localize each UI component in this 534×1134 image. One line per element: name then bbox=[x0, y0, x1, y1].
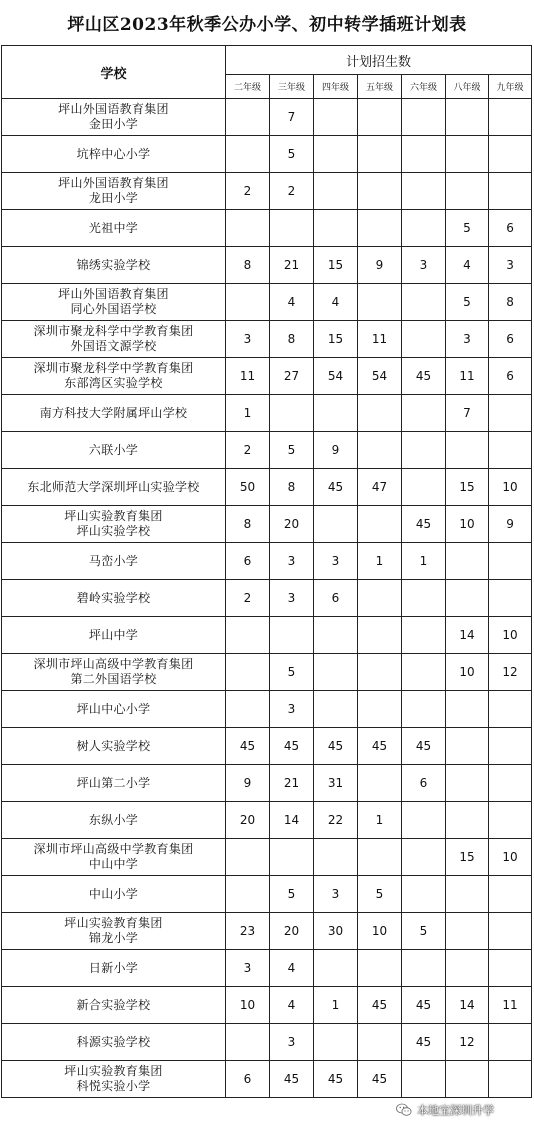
quota-cell bbox=[226, 617, 270, 654]
school-name-line: 同心外国语学校 bbox=[70, 302, 157, 316]
quota-cell bbox=[314, 99, 358, 136]
quota-cell bbox=[446, 876, 489, 913]
school-name-line: 六联小学 bbox=[88, 442, 139, 457]
quota-cell bbox=[226, 691, 270, 728]
table-row bbox=[2, 617, 532, 654]
table-row bbox=[2, 210, 532, 247]
quota-cell bbox=[226, 210, 270, 247]
quota-cell: 11 bbox=[446, 358, 489, 395]
quota-cell bbox=[489, 1024, 532, 1061]
quota-cell bbox=[402, 432, 446, 469]
school-name-cell bbox=[2, 876, 226, 913]
quota-cell: 3 bbox=[489, 247, 532, 284]
quota-cell bbox=[358, 765, 402, 802]
school-name-line: 金田小学 bbox=[88, 117, 139, 131]
quota-cell bbox=[358, 617, 402, 654]
table-row bbox=[2, 358, 532, 395]
quota-cell: 47 bbox=[358, 469, 402, 506]
quota-cell bbox=[314, 691, 358, 728]
quota-cell bbox=[446, 1061, 489, 1098]
school-name-line: 龙田小学 bbox=[88, 191, 139, 205]
quota-cell: 31 bbox=[314, 765, 358, 802]
quota-cell: 20 bbox=[270, 913, 314, 950]
quota-cell: 15 bbox=[446, 469, 489, 506]
quota-cell: 5 bbox=[270, 654, 314, 691]
quota-cell: 5 bbox=[402, 913, 446, 950]
school-name-cell bbox=[2, 358, 226, 395]
table-row bbox=[2, 1024, 532, 1061]
quota-cell bbox=[358, 950, 402, 987]
quota-cell bbox=[270, 210, 314, 247]
school-name-cell bbox=[2, 284, 226, 321]
quota-cell: 9 bbox=[358, 247, 402, 284]
table-row bbox=[2, 654, 532, 691]
table-row bbox=[2, 136, 532, 173]
quota-cell bbox=[314, 617, 358, 654]
table-row bbox=[2, 1061, 532, 1098]
school-name-cell bbox=[2, 728, 226, 765]
quota-cell: 3 bbox=[270, 580, 314, 617]
school-name-line: 坪山外国语教育集团 bbox=[58, 102, 169, 116]
school-name-cell bbox=[2, 321, 226, 358]
quota-cell: 6 bbox=[314, 580, 358, 617]
quota-cell bbox=[489, 136, 532, 173]
quota-cell: 8 bbox=[489, 284, 532, 321]
quota-cell: 4 bbox=[270, 987, 314, 1024]
school-name-cell bbox=[2, 543, 226, 580]
table-row bbox=[2, 284, 532, 321]
quota-cell: 1 bbox=[226, 395, 270, 432]
quota-cell: 21 bbox=[270, 765, 314, 802]
quota-cell: 7 bbox=[446, 395, 489, 432]
watermark-text: 本地宝深圳升学 bbox=[417, 1104, 494, 1117]
quota-cell: 45 bbox=[402, 506, 446, 543]
table-row bbox=[2, 765, 532, 802]
quota-cell: 15 bbox=[314, 247, 358, 284]
quota-cell bbox=[402, 99, 446, 136]
school-name-line: 外国语文源学校 bbox=[70, 339, 157, 353]
quota-cell: 14 bbox=[270, 802, 314, 839]
quota-cell bbox=[489, 691, 532, 728]
quota-cell bbox=[402, 580, 446, 617]
school-name-cell bbox=[2, 654, 226, 691]
grade-header: 四年级 bbox=[314, 75, 358, 99]
quota-cell: 6 bbox=[226, 1061, 270, 1098]
school-name-line: 坪山第二小学 bbox=[76, 775, 151, 790]
school-name-cell bbox=[2, 765, 226, 802]
quota-cell bbox=[489, 950, 532, 987]
table-row bbox=[2, 506, 532, 543]
quota-cell: 45 bbox=[402, 1024, 446, 1061]
quota-cell: 10 bbox=[358, 913, 402, 950]
quota-cell bbox=[446, 543, 489, 580]
quota-cell: 14 bbox=[446, 987, 489, 1024]
quota-cell: 2 bbox=[270, 173, 314, 210]
quota-cell: 10 bbox=[226, 987, 270, 1024]
quota-cell: 8 bbox=[226, 247, 270, 284]
quota-cell: 50 bbox=[226, 469, 270, 506]
school-name-line: 中山小学 bbox=[88, 886, 139, 901]
quota-cell: 12 bbox=[489, 654, 532, 691]
quota-cell: 3 bbox=[402, 247, 446, 284]
quota-cell bbox=[446, 691, 489, 728]
quota-cell: 21 bbox=[270, 247, 314, 284]
quota-cell bbox=[358, 284, 402, 321]
quota-cell: 9 bbox=[314, 432, 358, 469]
quota-cell bbox=[489, 802, 532, 839]
quota-cell: 6 bbox=[489, 321, 532, 358]
quota-cell bbox=[446, 802, 489, 839]
quota-cell bbox=[446, 913, 489, 950]
table-row bbox=[2, 913, 532, 950]
quota-cell: 5 bbox=[270, 432, 314, 469]
school-name-cell bbox=[2, 395, 226, 432]
quota-cell bbox=[314, 506, 358, 543]
quota-cell: 15 bbox=[314, 321, 358, 358]
quota-cell: 5 bbox=[358, 876, 402, 913]
quota-cell bbox=[358, 432, 402, 469]
quota-cell: 10 bbox=[489, 469, 532, 506]
quota-cell bbox=[446, 99, 489, 136]
school-name-cell bbox=[2, 247, 226, 284]
quota-cell: 1 bbox=[358, 543, 402, 580]
school-name-line: 坑梓中心小学 bbox=[76, 146, 151, 161]
quota-cell: 11 bbox=[489, 987, 532, 1024]
quota-cell: 10 bbox=[489, 617, 532, 654]
quota-cell bbox=[402, 839, 446, 876]
school-name-line: 坪山中心小学 bbox=[76, 701, 151, 716]
quota-cell bbox=[489, 1061, 532, 1098]
quota-cell: 15 bbox=[446, 839, 489, 876]
grade-header: 九年级 bbox=[489, 75, 532, 99]
quota-cell: 45 bbox=[270, 1061, 314, 1098]
quota-cell bbox=[489, 173, 532, 210]
school-name-line: 东纵小学 bbox=[88, 812, 139, 827]
school-name-cell bbox=[2, 210, 226, 247]
quota-cell bbox=[358, 99, 402, 136]
quota-cell: 2 bbox=[226, 580, 270, 617]
quota-cell: 6 bbox=[402, 765, 446, 802]
quota-cell: 6 bbox=[489, 210, 532, 247]
quota-cell bbox=[358, 1024, 402, 1061]
school-name-line: 坪山实验教育集团 bbox=[64, 509, 163, 523]
quota-cell: 10 bbox=[446, 506, 489, 543]
school-name-cell bbox=[2, 987, 226, 1024]
quota-cell: 14 bbox=[446, 617, 489, 654]
quota-cell bbox=[402, 802, 446, 839]
quota-cell bbox=[402, 654, 446, 691]
grade-header: 三年级 bbox=[270, 75, 314, 99]
school-name-cell bbox=[2, 99, 226, 136]
quota-cell bbox=[226, 654, 270, 691]
quota-cell bbox=[489, 728, 532, 765]
table-row bbox=[2, 432, 532, 469]
school-column-header: 学校 bbox=[2, 46, 226, 99]
school-name-line: 坪山中学 bbox=[88, 627, 139, 642]
table-row bbox=[2, 543, 532, 580]
quota-cell bbox=[402, 210, 446, 247]
quota-cell: 3 bbox=[446, 321, 489, 358]
quota-cell bbox=[402, 284, 446, 321]
quota-cell bbox=[402, 950, 446, 987]
school-name-line: 深圳市坪山高级中学教育集团 bbox=[33, 842, 194, 856]
quota-cell bbox=[402, 691, 446, 728]
quota-cell: 3 bbox=[226, 950, 270, 987]
quota-cell bbox=[226, 99, 270, 136]
school-name-cell bbox=[2, 617, 226, 654]
table-row bbox=[2, 950, 532, 987]
quota-cell bbox=[226, 839, 270, 876]
quota-cell: 27 bbox=[270, 358, 314, 395]
school-name-cell bbox=[2, 839, 226, 876]
quota-cell bbox=[358, 654, 402, 691]
school-name-line: 第二外国语学校 bbox=[70, 672, 157, 686]
quota-cell bbox=[270, 395, 314, 432]
school-name-cell bbox=[2, 173, 226, 210]
school-name-line: 南方科技大学附属坪山学校 bbox=[39, 405, 188, 420]
table-row bbox=[2, 99, 532, 136]
table-row bbox=[2, 728, 532, 765]
quota-cell: 54 bbox=[358, 358, 402, 395]
grade-header: 二年级 bbox=[226, 75, 270, 99]
quota-cell: 3 bbox=[314, 876, 358, 913]
quota-cell: 3 bbox=[226, 321, 270, 358]
quota-cell bbox=[358, 839, 402, 876]
school-name-cell bbox=[2, 802, 226, 839]
school-name-cell bbox=[2, 580, 226, 617]
quota-cell: 2 bbox=[226, 173, 270, 210]
quota-cell: 45 bbox=[314, 728, 358, 765]
quota-cell: 8 bbox=[270, 321, 314, 358]
school-name-line: 科源实验学校 bbox=[76, 1034, 151, 1049]
table-row bbox=[2, 987, 532, 1024]
quota-cell: 20 bbox=[226, 802, 270, 839]
quota-cell: 4 bbox=[314, 284, 358, 321]
transfer-plan-table bbox=[1, 45, 532, 1098]
quota-cell bbox=[402, 395, 446, 432]
quota-cell bbox=[489, 432, 532, 469]
quota-cell bbox=[314, 950, 358, 987]
quota-cell: 11 bbox=[226, 358, 270, 395]
quota-cell: 5 bbox=[446, 284, 489, 321]
quota-cell: 4 bbox=[446, 247, 489, 284]
quota-cell: 22 bbox=[314, 802, 358, 839]
table-row bbox=[2, 580, 532, 617]
quota-cell: 5 bbox=[270, 876, 314, 913]
school-name-line: 深圳市聚龙科学中学教育集团 bbox=[33, 324, 194, 338]
grade-header: 五年级 bbox=[358, 75, 402, 99]
quota-cell: 7 bbox=[270, 99, 314, 136]
quota-cell: 45 bbox=[402, 728, 446, 765]
plan-column-header: 计划招生数 bbox=[226, 46, 532, 75]
quota-cell bbox=[402, 173, 446, 210]
school-name-line: 日新小学 bbox=[88, 960, 139, 975]
school-name-line: 马峦小学 bbox=[88, 553, 139, 568]
quota-cell bbox=[446, 432, 489, 469]
quota-cell: 1 bbox=[358, 802, 402, 839]
table-row bbox=[2, 321, 532, 358]
quota-cell bbox=[358, 691, 402, 728]
quota-cell bbox=[402, 1061, 446, 1098]
quota-cell: 3 bbox=[270, 1024, 314, 1061]
quota-cell bbox=[270, 617, 314, 654]
quota-cell bbox=[314, 210, 358, 247]
quota-cell: 3 bbox=[270, 691, 314, 728]
quota-cell: 8 bbox=[226, 506, 270, 543]
school-name-line: 中山中学 bbox=[88, 857, 139, 871]
quota-cell bbox=[446, 173, 489, 210]
quota-cell: 9 bbox=[489, 506, 532, 543]
quota-cell bbox=[446, 765, 489, 802]
table-row bbox=[2, 876, 532, 913]
quota-cell: 10 bbox=[446, 654, 489, 691]
school-name-line: 锦绣实验学校 bbox=[76, 257, 151, 272]
table-body bbox=[2, 99, 532, 1098]
table-row bbox=[2, 802, 532, 839]
quota-cell: 6 bbox=[489, 358, 532, 395]
quota-cell bbox=[226, 136, 270, 173]
wechat-icon bbox=[396, 1103, 412, 1117]
quota-cell: 20 bbox=[270, 506, 314, 543]
quota-cell bbox=[314, 1024, 358, 1061]
school-name-line: 坪山外国语教育集团 bbox=[58, 176, 169, 190]
quota-cell bbox=[314, 395, 358, 432]
quota-cell: 45 bbox=[226, 728, 270, 765]
quota-cell bbox=[358, 580, 402, 617]
table-row bbox=[2, 839, 532, 876]
quota-cell bbox=[358, 210, 402, 247]
school-name-line: 光祖中学 bbox=[88, 220, 139, 235]
quota-cell bbox=[226, 876, 270, 913]
quota-cell bbox=[226, 1024, 270, 1061]
school-name-line: 新合实验学校 bbox=[76, 997, 151, 1012]
quota-cell bbox=[358, 506, 402, 543]
quota-cell bbox=[446, 728, 489, 765]
page-title: 坪山区2023年秋季公办小学、初中转学插班计划表 bbox=[67, 14, 467, 35]
quota-cell: 45 bbox=[358, 728, 402, 765]
table-row bbox=[2, 691, 532, 728]
quota-cell bbox=[226, 284, 270, 321]
table-row bbox=[2, 247, 532, 284]
quota-cell: 30 bbox=[314, 913, 358, 950]
school-name-cell bbox=[2, 136, 226, 173]
quota-cell: 45 bbox=[270, 728, 314, 765]
quota-cell: 12 bbox=[446, 1024, 489, 1061]
quota-cell bbox=[446, 950, 489, 987]
school-name-cell bbox=[2, 506, 226, 543]
quota-cell: 6 bbox=[226, 543, 270, 580]
quota-cell: 4 bbox=[270, 284, 314, 321]
quota-cell bbox=[358, 395, 402, 432]
quota-cell bbox=[402, 876, 446, 913]
table-row bbox=[2, 173, 532, 210]
school-name-cell bbox=[2, 950, 226, 987]
school-name-cell bbox=[2, 1061, 226, 1098]
school-name-cell bbox=[2, 432, 226, 469]
school-name-line: 碧岭实验学校 bbox=[76, 590, 151, 605]
school-name-cell bbox=[2, 691, 226, 728]
quota-cell bbox=[446, 136, 489, 173]
quota-cell: 1 bbox=[402, 543, 446, 580]
school-name-line: 深圳市坪山高级中学教育集团 bbox=[33, 657, 194, 671]
quota-cell bbox=[314, 839, 358, 876]
quota-cell bbox=[358, 173, 402, 210]
quota-cell: 45 bbox=[402, 358, 446, 395]
school-name-line: 坪山实验教育集团 bbox=[64, 916, 163, 930]
quota-cell bbox=[489, 543, 532, 580]
quota-cell: 8 bbox=[270, 469, 314, 506]
quota-cell bbox=[489, 99, 532, 136]
quota-cell: 45 bbox=[358, 987, 402, 1024]
quota-cell: 3 bbox=[314, 543, 358, 580]
school-name-line: 坪山实验学校 bbox=[76, 524, 151, 538]
quota-cell: 5 bbox=[446, 210, 489, 247]
school-name-line: 深圳市聚龙科学中学教育集团 bbox=[33, 361, 194, 375]
school-name-line: 科悦实验小学 bbox=[76, 1079, 151, 1093]
quota-cell: 23 bbox=[226, 913, 270, 950]
watermark bbox=[396, 1101, 494, 1119]
quota-cell bbox=[489, 913, 532, 950]
quota-cell bbox=[489, 395, 532, 432]
school-name-line: 东北师范大学深圳坪山实验学校 bbox=[27, 479, 200, 494]
quota-cell: 9 bbox=[226, 765, 270, 802]
quota-cell: 5 bbox=[270, 136, 314, 173]
quota-cell: 2 bbox=[226, 432, 270, 469]
quota-cell: 3 bbox=[270, 543, 314, 580]
table-row bbox=[2, 395, 532, 432]
school-name-cell bbox=[2, 913, 226, 950]
school-name-line: 树人实验学校 bbox=[76, 738, 151, 753]
quota-cell: 4 bbox=[270, 950, 314, 987]
quota-cell bbox=[314, 173, 358, 210]
school-name-line: 东部湾区实验学校 bbox=[64, 376, 163, 390]
quota-cell: 45 bbox=[358, 1061, 402, 1098]
quota-cell: 45 bbox=[314, 469, 358, 506]
quota-cell bbox=[446, 580, 489, 617]
quota-cell: 1 bbox=[314, 987, 358, 1024]
school-name-line: 锦龙小学 bbox=[88, 931, 139, 945]
quota-cell: 45 bbox=[314, 1061, 358, 1098]
quota-cell bbox=[314, 136, 358, 173]
quota-cell bbox=[314, 654, 358, 691]
quota-cell: 10 bbox=[489, 839, 532, 876]
quota-cell bbox=[402, 469, 446, 506]
grade-header: 八年级 bbox=[446, 75, 489, 99]
quota-cell bbox=[402, 321, 446, 358]
school-name-line: 坪山实验教育集团 bbox=[64, 1064, 163, 1078]
school-name-cell bbox=[2, 1024, 226, 1061]
quota-cell bbox=[489, 765, 532, 802]
quota-cell bbox=[402, 136, 446, 173]
quota-cell: 45 bbox=[402, 987, 446, 1024]
table-row bbox=[2, 469, 532, 506]
grade-header: 六年级 bbox=[402, 75, 446, 99]
quota-cell bbox=[489, 580, 532, 617]
quota-cell: 54 bbox=[314, 358, 358, 395]
quota-cell bbox=[489, 876, 532, 913]
school-name-line: 坪山外国语教育集团 bbox=[58, 287, 169, 301]
quota-cell: 11 bbox=[358, 321, 402, 358]
quota-cell bbox=[402, 617, 446, 654]
quota-cell bbox=[358, 136, 402, 173]
quota-cell bbox=[270, 839, 314, 876]
school-name-cell bbox=[2, 469, 226, 506]
